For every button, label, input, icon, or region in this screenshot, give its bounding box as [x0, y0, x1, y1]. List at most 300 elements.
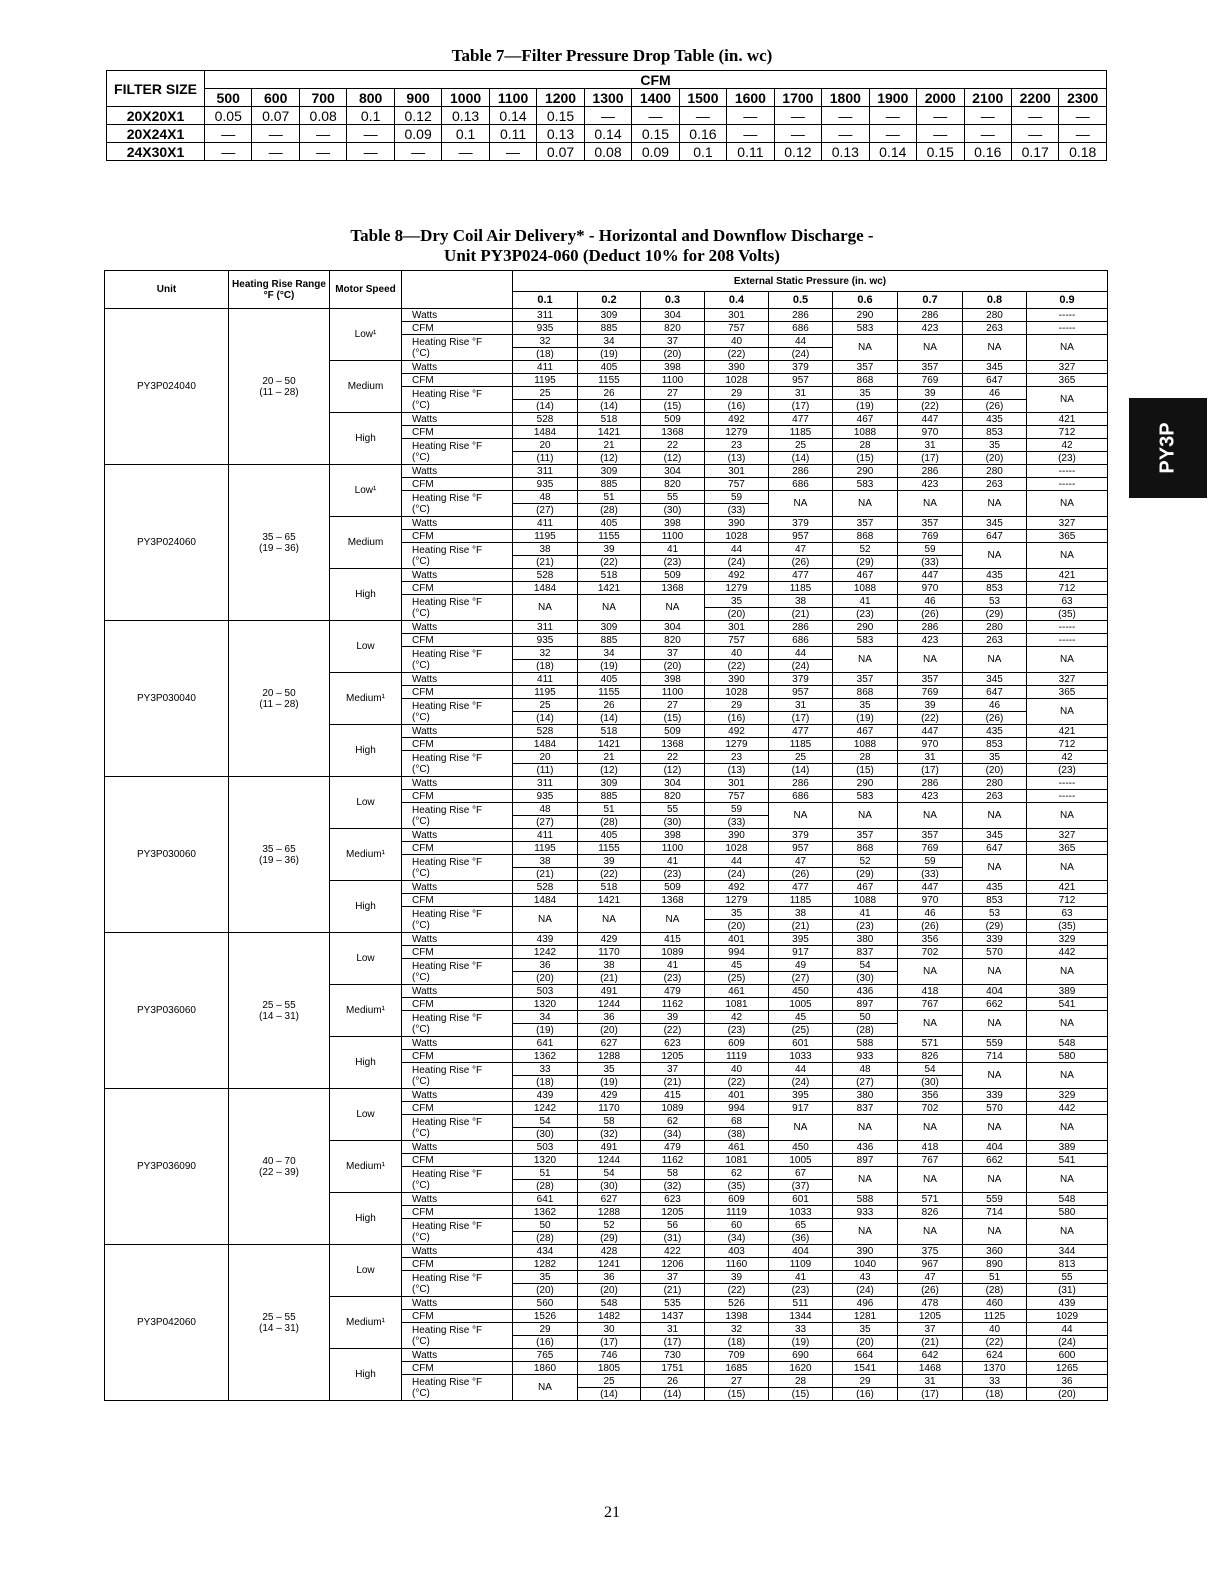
pressure-drop-cell: — — [252, 125, 299, 143]
watts-cell: 492 — [705, 881, 769, 894]
heating-rise-c-cell: (14) — [769, 452, 833, 465]
watts-cell: 627 — [578, 1193, 641, 1206]
heating-rise-c-cell: (12) — [641, 764, 705, 777]
heating-rise-f-cell: 48 — [513, 803, 578, 816]
cfm-cell: 757 — [705, 790, 769, 803]
heating-rise-cell: NA — [963, 1219, 1027, 1245]
cfm-cell: 583 — [833, 790, 898, 803]
pressure-drop-cell: 0.14 — [869, 143, 916, 161]
watts-cell: 492 — [705, 413, 769, 426]
heating-rise-label-f: Heating Rise °F — [412, 1272, 483, 1284]
watts-label: Watts — [402, 569, 513, 582]
heating-rise-c-cell: (12) — [641, 452, 705, 465]
cfm-cell: 1279 — [705, 426, 769, 439]
watts-cell: 421 — [1027, 413, 1108, 426]
cfm-cell: 541 — [1027, 1154, 1108, 1167]
heating-rise-f-cell: 35 — [963, 439, 1027, 452]
watts-cell: 286 — [898, 621, 963, 634]
cfm-cell: 935 — [513, 478, 578, 491]
watts-label: Watts — [402, 777, 513, 790]
motor-speed-cell: Medium¹ — [330, 985, 402, 1037]
motor-speed-cell: High — [330, 569, 402, 621]
watts-cell: 309 — [578, 777, 641, 790]
watts-cell: ----- — [1027, 777, 1108, 790]
heating-rise-cell: NA — [963, 543, 1027, 569]
filter-size-header: FILTER SIZE — [107, 71, 205, 107]
pressure-drop-cell: — — [822, 125, 869, 143]
heating-rise-cell: NA — [1027, 1219, 1108, 1245]
pressure-drop-cell: — — [489, 143, 536, 161]
watts-cell: 421 — [1027, 881, 1108, 894]
heating-rise-c-cell: (21) — [641, 1076, 705, 1089]
cfm-cell: 767 — [898, 1154, 963, 1167]
heating-rise-c-cell: (17) — [578, 1336, 641, 1349]
heating-rise-f-cell: 36 — [513, 959, 578, 972]
heating-rise-f-cell: 54 — [578, 1167, 641, 1180]
watts-cell: 467 — [833, 413, 898, 426]
watts-cell: 405 — [578, 829, 641, 842]
cfm-cell: 580 — [1027, 1206, 1108, 1219]
watts-cell: 309 — [578, 465, 641, 478]
cfm-label: CFM — [402, 634, 513, 647]
cfm-cell: 897 — [833, 1154, 898, 1167]
heating-rise-cell: NA — [963, 959, 1027, 985]
cfm-value-header: 600 — [252, 89, 299, 107]
heating-rise-label — [402, 855, 513, 881]
heating-rise-cell: NA — [1027, 647, 1108, 673]
motor-speed-cell: Medium — [330, 361, 402, 413]
heating-rise-c-cell: (16) — [833, 1388, 898, 1401]
heating-rise-label-c: (°C) — [412, 1231, 430, 1243]
pressure-drop-cell: 0.07 — [252, 107, 299, 125]
watts-cell: 447 — [898, 725, 963, 738]
watts-cell: 379 — [769, 829, 833, 842]
heating-rise-c-cell: (21) — [578, 972, 641, 985]
pressure-drop-cell: 0.09 — [394, 125, 441, 143]
watts-cell: 304 — [641, 465, 705, 478]
watts-cell: 379 — [769, 361, 833, 374]
heating-rise-f-cell: 35 — [833, 1323, 898, 1336]
heating-rise-f-cell: 50 — [833, 1011, 898, 1024]
heating-rise-range-cell — [229, 309, 330, 465]
watts-label: Watts — [402, 1037, 513, 1050]
watts-cell: 526 — [705, 1297, 769, 1310]
cfm-label: CFM — [402, 1102, 513, 1115]
watts-cell: 509 — [641, 881, 705, 894]
heating-rise-label-f: Heating Rise °F — [412, 1064, 483, 1076]
watts-cell: 380 — [833, 933, 898, 946]
cfm-value-header: 1800 — [822, 89, 869, 107]
heating-rise-cell: NA — [1027, 855, 1108, 881]
filter-size-cell: 20X24X1 — [107, 125, 205, 143]
cfm-label: CFM — [402, 790, 513, 803]
heating-rise-c-cell: (13) — [705, 764, 769, 777]
watts-cell: 624 — [963, 1349, 1027, 1362]
cfm-cell: 1362 — [513, 1050, 578, 1063]
cfm-cell: 837 — [833, 946, 898, 959]
heating-rise-label-c: (°C) — [412, 1023, 430, 1035]
table-row — [107, 143, 1107, 161]
range-c: (14 – 31) — [258, 1322, 300, 1334]
heating-rise-c-cell: (17) — [769, 400, 833, 413]
range-f: 20 – 50 — [262, 687, 296, 699]
heating-rise-c-cell: (22) — [705, 660, 769, 673]
watts-cell: 559 — [963, 1037, 1027, 1050]
pressure-drop-cell: — — [774, 125, 821, 143]
watts-cell: 398 — [641, 517, 705, 530]
watts-cell: ----- — [1027, 309, 1108, 322]
cfm-cell: 1265 — [1027, 1362, 1108, 1375]
filter-size-cell: 24X30X1 — [107, 143, 205, 161]
heating-rise-label-f: Heating Rise °F — [412, 544, 483, 556]
cfm-cell: 1541 — [833, 1362, 898, 1375]
cfm-cell: 686 — [769, 790, 833, 803]
range-c: (11 – 28) — [259, 386, 299, 398]
watts-cell: 461 — [705, 1141, 769, 1154]
watts-cell: 401 — [705, 1089, 769, 1102]
heating-rise-f-cell: 68 — [705, 1115, 769, 1128]
heating-rise-cell: NA — [1027, 335, 1108, 361]
heating-rise-range-cell — [229, 465, 330, 621]
heating-rise-f-cell: 51 — [963, 1271, 1027, 1284]
pressure-drop-cell: — — [964, 107, 1011, 125]
watts-cell: 460 — [963, 1297, 1027, 1310]
heating-rise-c-cell: (26) — [769, 868, 833, 881]
heating-rise-f-cell: 45 — [705, 959, 769, 972]
heating-rise-cell: NA — [833, 1167, 898, 1193]
heating-rise-cell: NA — [833, 491, 898, 517]
watts-cell: 447 — [898, 569, 963, 582]
heating-rise-label-c: (°C) — [412, 763, 430, 775]
cfm-cell: 1368 — [641, 582, 705, 595]
watts-cell: ----- — [1027, 465, 1108, 478]
heating-rise-f-cell: 54 — [513, 1115, 578, 1128]
heating-rise-c-cell: (34) — [705, 1232, 769, 1245]
heating-rise-c-cell: (24) — [705, 868, 769, 881]
cfm-label: CFM — [402, 998, 513, 1011]
watts-cell: 329 — [1027, 1089, 1108, 1102]
cfm-cell: 1620 — [769, 1362, 833, 1375]
watts-cell: 436 — [833, 985, 898, 998]
pressure-drop-cell: — — [1011, 107, 1058, 125]
heating-rise-f-cell: 34 — [513, 1011, 578, 1024]
watts-cell: 286 — [769, 621, 833, 634]
heating-rise-f-cell: 42 — [1027, 439, 1108, 452]
watts-cell: 435 — [963, 569, 1027, 582]
heating-rise-f-cell: 32 — [705, 1323, 769, 1336]
heating-rise-f-cell: 52 — [833, 543, 898, 556]
watts-cell: 559 — [963, 1193, 1027, 1206]
heating-rise-cell: NA — [963, 803, 1027, 829]
cfm-label: CFM — [402, 374, 513, 387]
cfm-cell: 1170 — [578, 946, 641, 959]
cfm-cell: ----- — [1027, 322, 1108, 335]
heating-rise-c-cell: (23) — [1027, 764, 1108, 777]
cfm-cell: 1320 — [513, 1154, 578, 1167]
watts-cell: 390 — [705, 517, 769, 530]
cfm-cell: 957 — [769, 530, 833, 543]
cfm-cell: 1170 — [578, 1102, 641, 1115]
cfm-cell: 767 — [898, 998, 963, 1011]
pressure-drop-cell: — — [394, 143, 441, 161]
heating-rise-label — [402, 1271, 513, 1297]
watts-cell: 765 — [513, 1349, 578, 1362]
heating-rise-f-cell: 29 — [833, 1375, 898, 1388]
heating-rise-cell: NA — [578, 595, 641, 621]
watts-cell: 439 — [513, 1089, 578, 1102]
pressure-drop-cell: 0.15 — [537, 107, 584, 125]
cfm-value-header: 2000 — [917, 89, 964, 107]
watts-cell: 375 — [898, 1245, 963, 1258]
heating-rise-c-cell: (23) — [769, 1284, 833, 1297]
heating-rise-cell: NA — [513, 595, 578, 621]
heating-rise-cell: NA — [769, 1115, 833, 1141]
watts-cell: 509 — [641, 413, 705, 426]
range-f: 20 – 50 — [262, 375, 296, 387]
watts-label: Watts — [402, 881, 513, 894]
heating-rise-f-cell: 56 — [641, 1219, 705, 1232]
heating-rise-label — [402, 1375, 513, 1401]
cfm-cell: 868 — [833, 842, 898, 855]
watts-cell: 429 — [578, 933, 641, 946]
heating-rise-cell: NA — [898, 1011, 963, 1037]
watts-label: Watts — [402, 1349, 513, 1362]
heating-rise-c-cell: (14) — [641, 1388, 705, 1401]
cfm-cell: 1005 — [769, 1154, 833, 1167]
cfm-cell: 1089 — [641, 946, 705, 959]
page-number: 21 — [604, 1504, 620, 1521]
heating-rise-f-cell: 31 — [898, 439, 963, 452]
cfm-cell: 970 — [898, 738, 963, 751]
heating-rise-f-cell: 26 — [578, 699, 641, 712]
cfm-cell: 1155 — [578, 686, 641, 699]
watts-cell: ----- — [1027, 621, 1108, 634]
heating-rise-c-cell: (32) — [641, 1180, 705, 1193]
heating-rise-label-f: Heating Rise °F — [412, 336, 483, 348]
cfm-label: CFM — [402, 894, 513, 907]
cfm-cell: 885 — [578, 322, 641, 335]
watts-cell: 345 — [963, 517, 1027, 530]
heating-rise-c-cell: (20) — [641, 660, 705, 673]
cfm-cell: 1100 — [641, 686, 705, 699]
heating-rise-f-cell: 22 — [641, 439, 705, 452]
unit-model-cell: PY3P036090 — [105, 1089, 229, 1245]
cfm-cell: 826 — [898, 1206, 963, 1219]
heating-rise-cell: NA — [641, 907, 705, 933]
heating-rise-c-cell: (22) — [578, 868, 641, 881]
watts-cell: 642 — [898, 1349, 963, 1362]
heating-rise-f-cell: 39 — [578, 543, 641, 556]
heating-rise-cell: NA — [1027, 1167, 1108, 1193]
heating-rise-cell: NA — [769, 491, 833, 517]
heating-rise-label-f: Heating Rise °F — [412, 492, 483, 504]
pressure-drop-cell: 0.13 — [442, 107, 489, 125]
heating-rise-cell: NA — [833, 1115, 898, 1141]
heating-rise-c-cell: (20) — [513, 1284, 578, 1297]
watts-cell: 405 — [578, 361, 641, 374]
cfm-cell: 1100 — [641, 374, 705, 387]
heating-rise-label — [402, 387, 513, 413]
heating-rise-c-cell: (31) — [641, 1232, 705, 1245]
heating-rise-c-cell: (26) — [898, 1284, 963, 1297]
heating-rise-f-cell: 51 — [578, 803, 641, 816]
pressure-drop-cell: 0.13 — [537, 125, 584, 143]
motor-speed-cell: High — [330, 725, 402, 777]
heating-rise-f-cell: 36 — [1027, 1375, 1108, 1388]
heating-rise-f-cell: 52 — [833, 855, 898, 868]
cfm-label: CFM — [402, 1154, 513, 1167]
cfm-cell: 1288 — [578, 1206, 641, 1219]
motor-speed-header: Motor Speed — [330, 271, 402, 309]
watts-cell: 345 — [963, 361, 1027, 374]
cfm-value-header: 700 — [299, 89, 346, 107]
pressure-drop-cell: — — [727, 125, 774, 143]
watts-cell: 623 — [641, 1037, 705, 1050]
external-static-pressure-header: External Static Pressure (in. wc) — [513, 271, 1108, 292]
cfm-cell: 1119 — [705, 1206, 769, 1219]
cfm-cell: 1033 — [769, 1050, 833, 1063]
watts-cell: 421 — [1027, 569, 1108, 582]
heating-rise-c-cell: (27) — [833, 1076, 898, 1089]
heating-rise-f-cell: 48 — [833, 1063, 898, 1076]
heating-rise-f-cell: 37 — [641, 1271, 705, 1284]
watts-cell: 286 — [898, 777, 963, 790]
unit-model-cell: PY3P024040 — [105, 309, 229, 465]
cfm-cell: 712 — [1027, 894, 1108, 907]
heating-rise-f-cell: 49 — [769, 959, 833, 972]
heating-rise-label-f: Heating Rise °F — [412, 700, 483, 712]
heating-rise-c-cell: (20) — [705, 920, 769, 933]
motor-speed-cell: High — [330, 1193, 402, 1245]
heating-rise-cell: NA — [833, 647, 898, 673]
watts-cell: 436 — [833, 1141, 898, 1154]
cfm-cell: 853 — [963, 582, 1027, 595]
cfm-cell: 1125 — [963, 1310, 1027, 1323]
heating-rise-label-c: (°C) — [412, 919, 430, 931]
watts-cell: 518 — [578, 569, 641, 582]
heating-rise-c-cell: (21) — [513, 868, 578, 881]
cfm-cell: 686 — [769, 634, 833, 647]
watts-cell: 571 — [898, 1193, 963, 1206]
heating-rise-c-cell: (24) — [1027, 1336, 1108, 1349]
watts-row — [105, 1245, 1108, 1258]
cfm-cell: 1033 — [769, 1206, 833, 1219]
watts-cell: 286 — [769, 465, 833, 478]
pressure-drop-cell: 0.1 — [442, 125, 489, 143]
watts-cell: 548 — [578, 1297, 641, 1310]
watts-cell: 492 — [705, 725, 769, 738]
heating-rise-f-cell: 39 — [898, 699, 963, 712]
heating-rise-c-cell: (28) — [513, 1180, 578, 1193]
heating-rise-label — [402, 1115, 513, 1141]
heating-rise-f-cell: 29 — [705, 387, 769, 400]
cfm-cell: 853 — [963, 426, 1027, 439]
cfm-cell: 957 — [769, 686, 833, 699]
pressure-value-header: 0.2 — [578, 292, 641, 309]
cfm-cell: 662 — [963, 998, 1027, 1011]
watts-cell: 411 — [513, 361, 578, 374]
watts-label: Watts — [402, 621, 513, 634]
heating-rise-label — [402, 1167, 513, 1193]
heating-rise-c-cell: (27) — [513, 816, 578, 829]
heating-rise-f-cell: 62 — [705, 1167, 769, 1180]
pressure-drop-cell: 0.05 — [205, 107, 252, 125]
cfm-cell: 1685 — [705, 1362, 769, 1375]
cfm-cell: 583 — [833, 634, 898, 647]
heating-rise-f-cell: 41 — [769, 1271, 833, 1284]
watts-cell: 327 — [1027, 673, 1108, 686]
watts-cell: 709 — [705, 1349, 769, 1362]
heating-rise-c-cell: (13) — [705, 452, 769, 465]
cfm-cell: 1081 — [705, 1154, 769, 1167]
pressure-drop-cell: — — [917, 125, 964, 143]
cfm-cell: 1185 — [769, 582, 833, 595]
heating-rise-c-cell: (16) — [705, 400, 769, 413]
watts-cell: 477 — [769, 881, 833, 894]
watts-cell: 439 — [513, 933, 578, 946]
heating-rise-c-cell: (35) — [705, 1180, 769, 1193]
heating-rise-label-c: (°C) — [412, 1283, 430, 1295]
heating-rise-f-cell: 55 — [1027, 1271, 1108, 1284]
heating-rise-c-cell: (12) — [578, 764, 641, 777]
motor-speed-cell: High — [330, 881, 402, 933]
heating-rise-c-cell: (28) — [578, 504, 641, 517]
watts-cell: 286 — [769, 777, 833, 790]
watts-cell: 418 — [898, 1141, 963, 1154]
pressure-drop-cell: — — [299, 143, 346, 161]
heating-rise-cell: NA — [963, 1011, 1027, 1037]
watts-cell: 357 — [898, 517, 963, 530]
cfm-value-header: 2300 — [1059, 89, 1107, 107]
heating-rise-c-cell: (26) — [963, 400, 1027, 413]
heating-rise-label-c: (°C) — [412, 1335, 430, 1347]
heating-rise-c-cell: (21) — [641, 1284, 705, 1297]
motor-speed-cell: Low¹ — [330, 465, 402, 517]
unit-model-cell: PY3P024060 — [105, 465, 229, 621]
cfm-cell: 1040 — [833, 1258, 898, 1271]
watts-cell: 535 — [641, 1297, 705, 1310]
heating-rise-c-cell: (17) — [641, 1336, 705, 1349]
heating-rise-f-cell: 60 — [705, 1219, 769, 1232]
cfm-cell: 769 — [898, 530, 963, 543]
watts-cell: 435 — [963, 725, 1027, 738]
cfm-cell: 1195 — [513, 530, 578, 543]
heating-rise-label-f: Heating Rise °F — [412, 1012, 483, 1024]
motor-speed-cell: Medium¹ — [330, 673, 402, 725]
label-column-header — [402, 271, 513, 309]
heating-rise-f-cell: 35 — [578, 1063, 641, 1076]
cfm-cell: 442 — [1027, 1102, 1108, 1115]
heating-rise-c-cell: (20) — [833, 1336, 898, 1349]
heating-rise-label — [402, 647, 513, 673]
cfm-cell: 263 — [963, 790, 1027, 803]
cfm-cell: 917 — [769, 946, 833, 959]
heating-rise-label-f: Heating Rise °F — [412, 856, 483, 868]
heating-rise-f-cell: 47 — [898, 1271, 963, 1284]
heating-rise-f-cell: 33 — [769, 1323, 833, 1336]
cfm-cell: 820 — [641, 322, 705, 335]
cfm-cell: 1119 — [705, 1050, 769, 1063]
heating-rise-c-cell: (23) — [705, 1024, 769, 1037]
heating-rise-c-cell: (15) — [833, 764, 898, 777]
watts-cell: 404 — [963, 1141, 1027, 1154]
heating-rise-f-cell: 39 — [898, 387, 963, 400]
pressure-drop-cell: — — [347, 143, 394, 161]
heating-rise-f-cell: 40 — [705, 335, 769, 348]
heating-rise-c-cell: (18) — [513, 1076, 578, 1089]
heating-rise-f-cell: 65 — [769, 1219, 833, 1232]
heating-rise-f-cell: 25 — [513, 699, 578, 712]
